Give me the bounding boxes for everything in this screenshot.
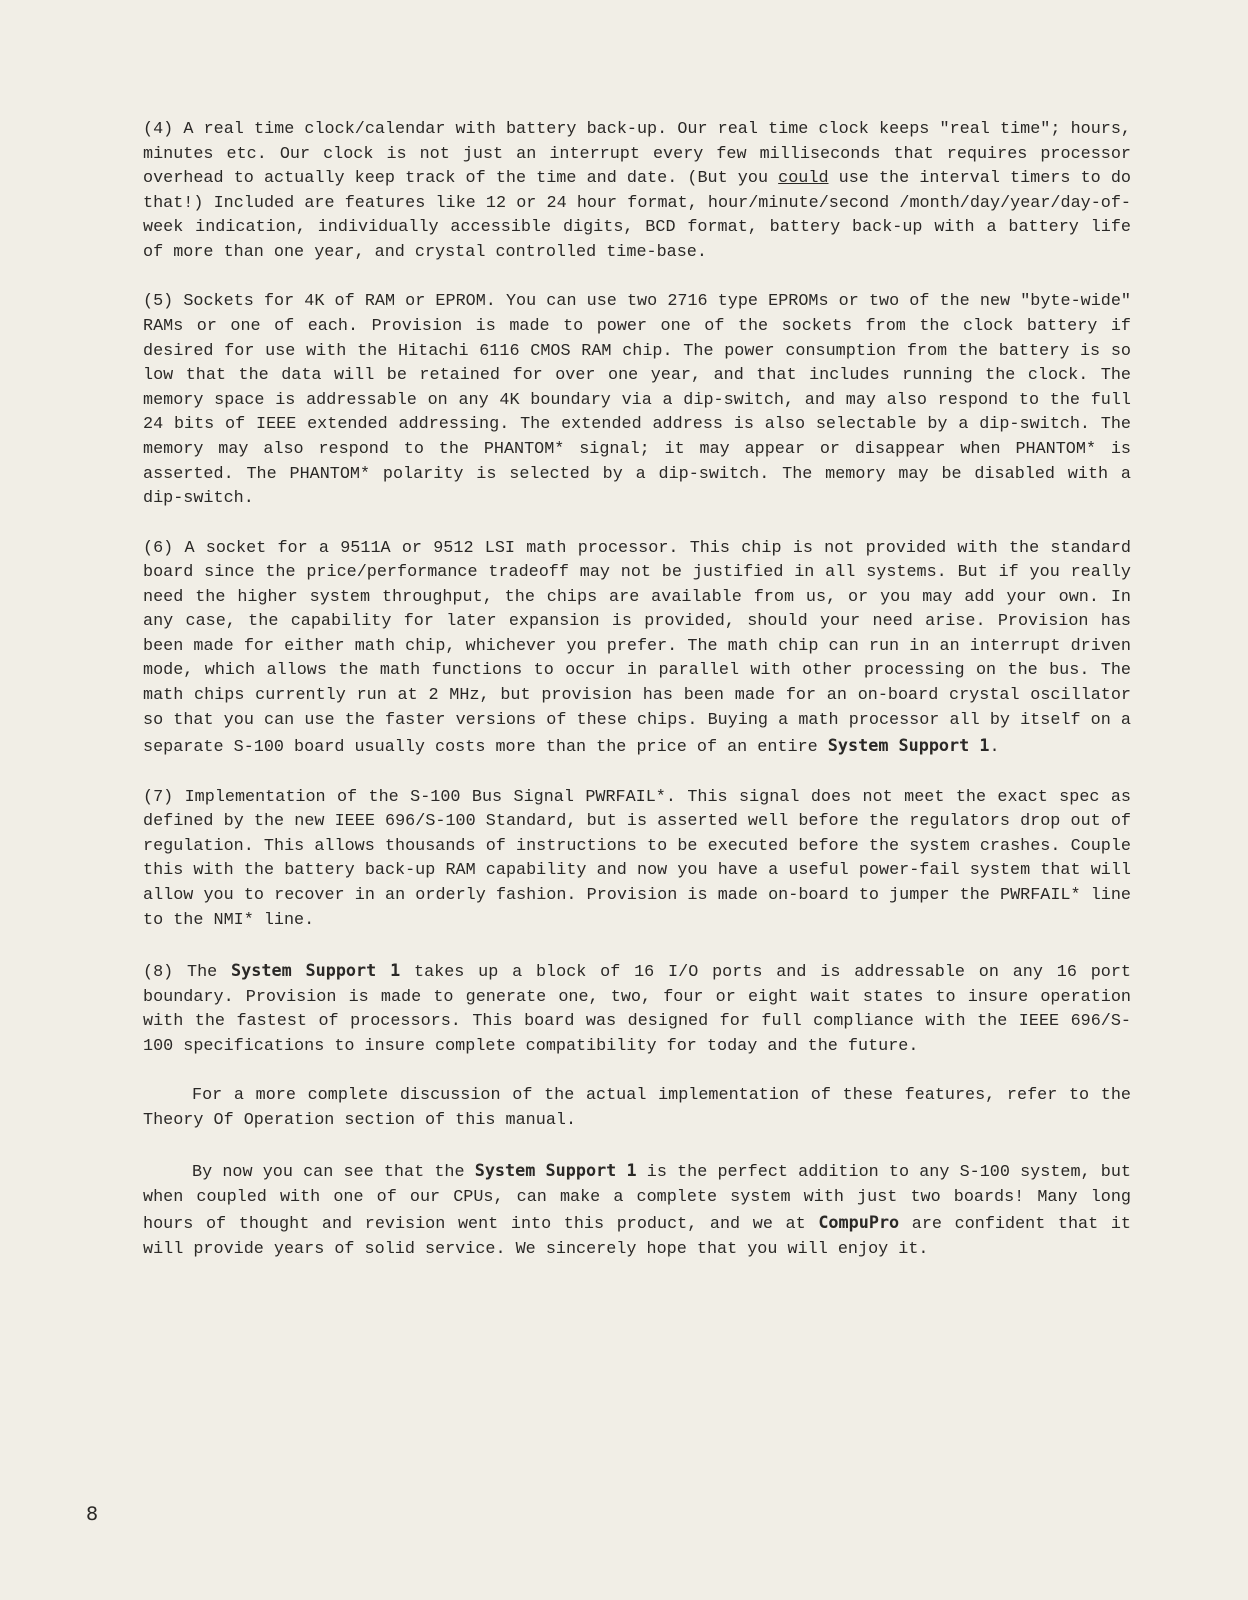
text-segment: use the interval timers to do that!) Included are features like 12 or 24 hour format, hour/minute/second /month/day/year/day-of-week indication, individually accessible digits, BCD format, battery back-up with a battery life of more than one year, and crystal controlled time-base. <box>143 169 1131 262</box>
text-segment: (6) A socket for a 9511A or 9512 LSI math processor. This chip is not provided with the standard board since the price/performance tradeoff may not be justified in all systems. But if you really need the higher system throughput, the chips are available from us, or you may add your own. In any case, the capability for later expansion is provided, should your need arise. Provision has been made for either math chip, whichever you prefer. The math chip can run in an interrupt driven mode, which allows the math functions to occur in parallel with other processing on the bus. The math chips currently run at 2 MHz, but provision has been made for an on-board crystal oscillator so that you can use the faster versions of these chips. Buying a math processor all by itself on a separate S-100 board usually costs more than the price of an entire <box>143 538 1131 758</box>
body-text <box>143 118 1131 1287</box>
underlined-text: could <box>778 169 829 189</box>
paragraph-p5 <box>143 290 1131 511</box>
text-segment: (7) Implementation of the S-100 Bus Signal PWRFAIL*. This signal does not meet the exact spec as defined by the new IEEE 696/S-100 Standard, but is asserted well before the regulators drop out of regulation. This allows thousands of instructions to be executed before the system crashes. Couple this with the battery back-up RAM capability and now you have a useful power-fail system that will allow you to recover in an orderly fashion. Provision is made on-board to jumper the PWRFAIL* line to the NMI* line. <box>143 787 1131 930</box>
text-segment: (8) The <box>143 963 232 982</box>
page-number: 8 <box>86 1503 99 1525</box>
text-segment: are confident that it will provide years of solid service. We sincerely hope that you will enjoy it. <box>143 1215 1131 1259</box>
text-segment: takes up a block of 16 I/O ports and is addressable on any 16 port boundary. Provision is made to generate one, two, four or eight wait states to insure operation with the fastest of processors. This board was designed for full compliance with the IEEE 696/S-100 specifications to insure complete compatibility for today and the future. <box>143 963 1131 1056</box>
text-segment: (4) A real time clock/calendar with battery back-up. Our real time clock keeps "real time"; hours, minutes etc. Our clock is not just an interrupt every few milliseconds that requires processor overhead to actually keep track of the time and date. (But you <box>143 120 1131 189</box>
text-segment: . <box>989 738 1000 758</box>
paragraph-p8 <box>143 958 1131 1059</box>
paragraph-p4 <box>143 118 1131 266</box>
paragraph-p6 <box>143 537 1131 761</box>
text-segment: (5) Sockets for 4K of RAM or EPROM. You can use two 2716 type EPROMs or two of the new "byte-wide" RAMs or one of each. Provision is made to power one of the sockets from the clock battery if desired for use with the Hitachi 6116 CMOS RAM chip. The power consumption from the battery is so low that the data will be retained for over one year, and that includes running the clock. The memory space is addressable on any 4K boundary via a dip-switch, and may also respond to the full 24 bits of IEEE extended addressing. The extended address is also selectable by a dip-switch. The memory may also respond to the PHANTOM* signal; it may appear or disappear when PHANTOM* is asserted. The PHANTOM* polarity is selected by a dip-switch. The memory may be disabled with a dip-switch. <box>143 292 1131 509</box>
paragraph-p7 <box>143 786 1131 934</box>
paragraph-p-discussion <box>143 1084 1131 1133</box>
text-segment: For a more complete discussion of the actual implementation of these features, refer to the Theory Of Operation section of this manual. <box>143 1086 1131 1130</box>
bold-text: System Support 1 <box>827 735 990 756</box>
text-segment: is the perfect addition to any S-100 system, but when coupled with one of our CPUs, can make a complete system with just two boards! Many long hours of thought and revision went into this product, and we at <box>143 1163 1131 1235</box>
text-segment: By now you can see that the <box>192 1163 475 1183</box>
bold-text: System Support 1 <box>231 960 401 980</box>
paragraph-p-closing <box>143 1158 1131 1262</box>
bold-text: System Support 1 <box>474 1160 637 1181</box>
bold-text: CompuPro <box>818 1212 900 1233</box>
